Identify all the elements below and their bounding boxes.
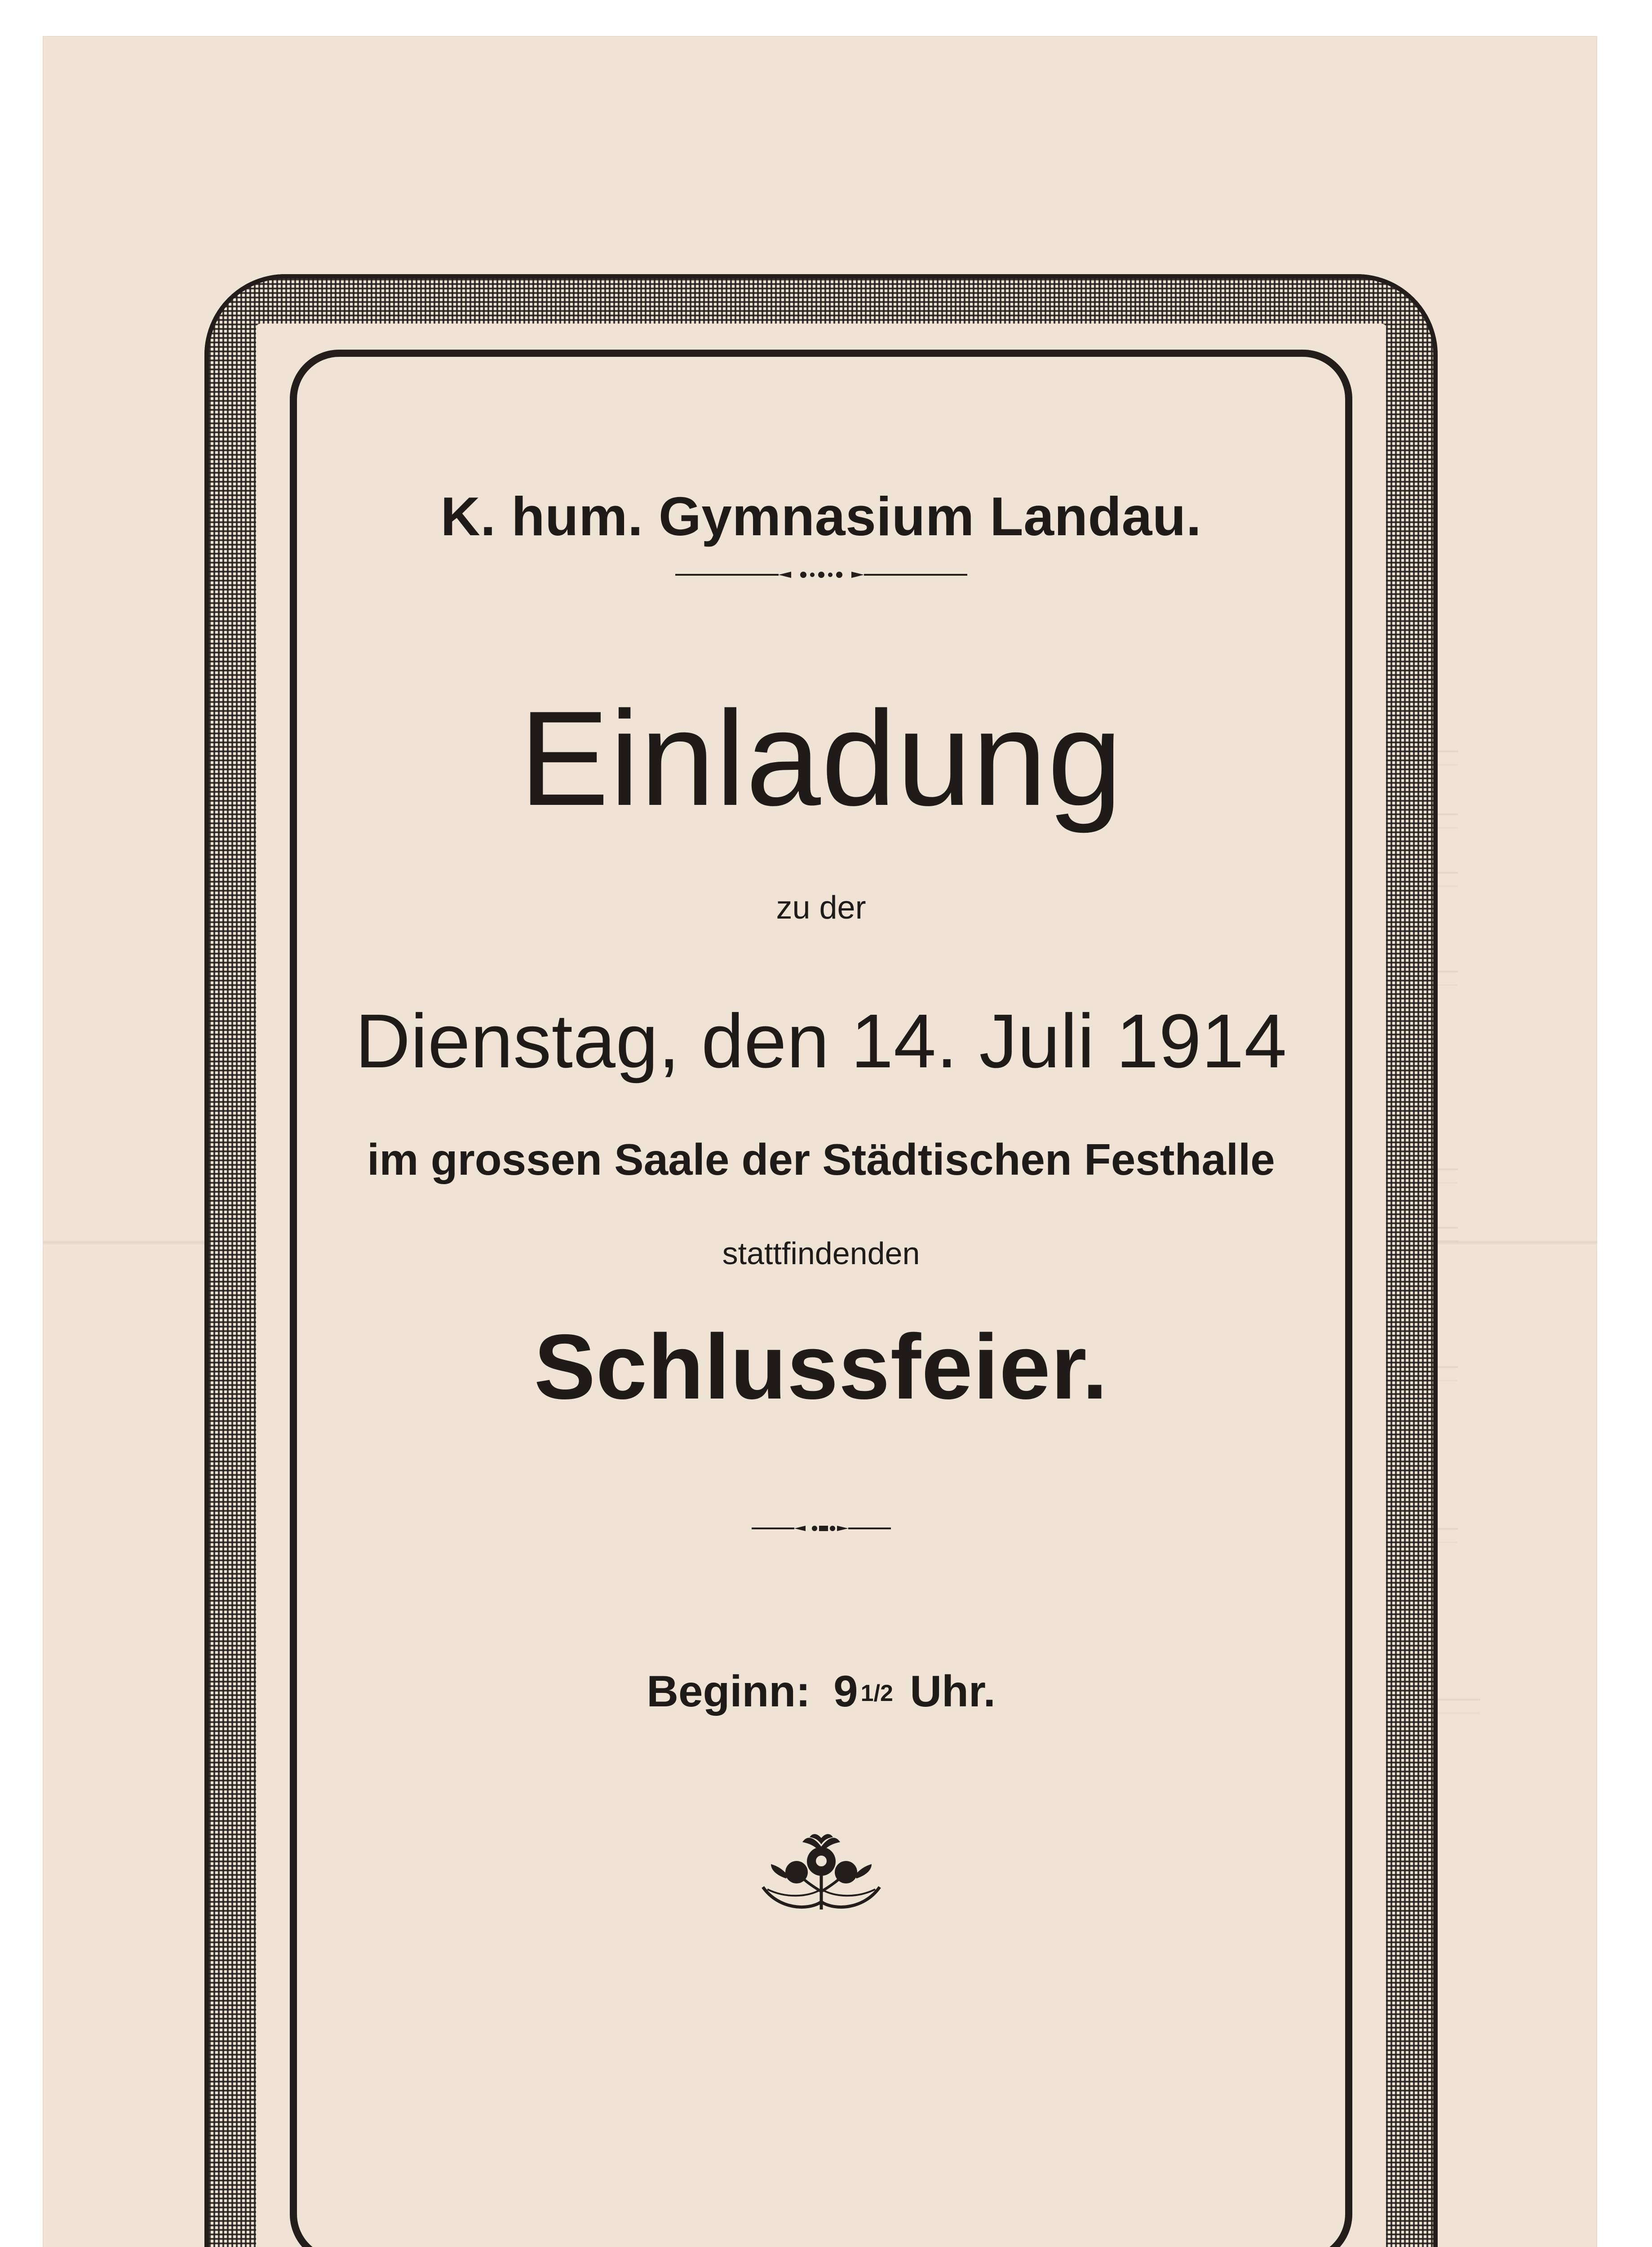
outer-hatched-border bbox=[204, 274, 1438, 2247]
start-hour: 9 bbox=[833, 1666, 858, 1716]
ornamental-divider-icon bbox=[675, 568, 967, 582]
event-date: Dienstag, den 14. Juli 1914 bbox=[355, 999, 1287, 1084]
ornamental-divider-icon bbox=[752, 1523, 891, 1534]
invitation-heading: Einladung bbox=[519, 683, 1123, 834]
start-time bbox=[297, 1666, 1345, 1716]
school-name: K. hum. Gymnasium Landau. bbox=[440, 486, 1202, 547]
start-unit: Uhr. bbox=[910, 1666, 996, 1716]
invitation-content bbox=[297, 357, 1345, 2247]
taking-place-text: stattfindenden bbox=[722, 1236, 920, 1271]
start-fraction: 1/2 bbox=[860, 1680, 893, 1706]
flower-bouquet-icon bbox=[754, 1826, 889, 1925]
invitation-paper bbox=[43, 36, 1597, 2247]
start-label: Beginn: bbox=[647, 1666, 810, 1716]
event-venue: im grossen Saale der Städtischen Festhalle bbox=[367, 1135, 1275, 1184]
event-name: Schlussfeier. bbox=[534, 1315, 1108, 1418]
border-gap bbox=[256, 324, 1386, 2247]
to-the-text: zu der bbox=[776, 890, 866, 926]
inner-border bbox=[290, 350, 1352, 2247]
